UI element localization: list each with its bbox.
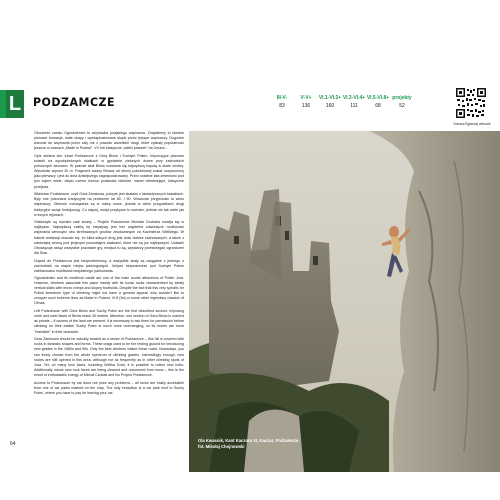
grade-header: projekty <box>392 95 412 101</box>
polish-paragraph: Dojazd do Podzamcza jest bezproblemowy, a wszystkie skały są osiągalne z jednego z zachodnich na mapie miejsc parkingowych. Jedyne bezpośrednio pod Suchym Połem zablokowano możliwość bezpłatnego parkowania. <box>34 258 184 273</box>
polish-paragraph: Opis otwiera tzw. Łewe Podzamcze z Górą Birów i Suchym Połem. Imponujące pionowe ścianki na wyodrębnionych skałkach w gęstwinie zielonych drzew przy zachodnich północnych stronach. W paśmie skał Birów rozsłania się najwyższą kopułą w skale okolicy. Wysokość wynosi 30 m. Fragment ściany Birowa od strony południowej został oczyszczony jako pierwszy i jest do dnia dzisiejszego zagospodarowany. Przez ostatnie lata zmieniono pod tym kątem wiele, dzięki czemu można podziwiać niektóre, nawet nieistniejące, klasyczne przejścia. <box>34 153 184 189</box>
grade-value: 68 <box>375 103 381 109</box>
grade-header: VI.1-VI.2+ <box>318 95 342 101</box>
photo-caption-line1: Ola Kwasnik, Kant Kaczora VI, Kaczor, Podzamcze. <box>198 438 300 443</box>
grade-value: 52 <box>399 103 405 109</box>
english-paragraph: Access to Podzamcze by car does not pose any problems – all rocks are easily accessible from one of car parks marked on the map. The only exception is a car park next to Suchy Połeć, where you have to pay for leaving your car. <box>34 380 184 395</box>
grade-value: 160 <box>325 103 335 109</box>
english-paragraph: Góra Zamkowa should be actually treated as a sector of Podzamcze – this hill is covered with rocks in fantastic shapes and forms. These crags used to be the testing ground for introducing new grades in the 1980s and 90s. Only the best climbers visited these rocks. Nowadays, you can freely choose from the whole spectrum of climbing grades. Interestingly enough, new routes are still opened in this area, although not as frequently as in other climbing spots of Jura. Yet, on many rock faces, including Wielka Grań, it is possible to notice new bolts. Additionally, whole new rock faces are being cleaned and uncovered from moss – this is the result of enthusiastic energy of Michał Czubak and his Project Podzamcze. <box>34 337 184 377</box>
grade-value: 83 <box>279 103 285 109</box>
qr-caption: Zobacz/Zgłaszaj wirtuale <box>453 122 491 126</box>
polish-paragraph: Właściwe Podzamcze, czyli Góra Zamkowa, pokryte jest skałami o fantastycznych kształtach. Były one pokonane tradycyjnie na przełomie lat 80. i 90. Wówczas przyjechało tu wielu wspinaczy. Obecnie rozwiązania są w miarę nowe, jednak w wielu przypadkach drogi tradycyjne wciąż funkcjonują. Co więcej, wciąż przybywa tu nowości, jednak nie tak wiele jak w innych rejonach. <box>34 192 184 217</box>
grade-header: VI.3-VI.4+ <box>342 95 366 101</box>
photo-caption-line2: fot. Mikołaj Chojnowski <box>198 444 245 449</box>
qr-code-image <box>456 88 486 118</box>
english-paragraph: Left Podzamcze with Góra Birów and Suchy Połeć are the first described sectors. Imposing north and west faces of Birów reach 30 meters. Attention: one section of Góra Birów is marked as private – if owners of the land are present, it is necessary to ask them for permission before climbing on their estate! Suchy Połeć is much more overhanging, so its routes are more "resistible" in their character. <box>34 309 185 334</box>
photo-caption <box>198 438 299 450</box>
polish-paragraph: Otoczenie zamku Ogrodzieniec to wizytówka jurajskiego wspinania. Znajdziemy tu idealne pionowe formacje, małe okapy i wyeksploatowane słupki przez tysiące wspinaczy. Dogodne warunki do wspinania przez cały rok z powodu wszelkich drogi, które zyskały popularność jeszcze w czasach „Made in Poland". V.0 lub klasyczne „wielki ptaszek" na Omach... <box>34 131 184 151</box>
page-number: 64 <box>10 441 16 447</box>
climbing-photo <box>189 131 500 472</box>
grade-header: V-V+ <box>300 95 312 101</box>
grade-value: 111 <box>350 103 358 109</box>
grade-header: VI.5-VI.8+ <box>366 95 390 101</box>
grade-value: 136 <box>301 103 311 109</box>
english-text-column <box>34 276 184 398</box>
english-paragraph: Ogrodzieniec and its medieval castle are one of the main tourist attractions of Polish Jura. However, climbers associate this place mainly with its iconic rocks characterised by idealy vertical slabs with micro crimps and slopey footholds. Despite the fact that this very specific for Polish limestone type of climbing might not have a general appeal, who wouldn't like to conquer such extreme lines as Made in Poland, VI.8 (9a) or some other legendary classics of Olmas. <box>34 276 185 306</box>
page-title: PODZAMCZE <box>33 95 116 110</box>
polish-paragraph: Odsłonięte są również całe ściany – Projekt Podzamcze Michała Czubaka rozwija się w najlepsze. Największą zaletą tej inicjatywy jest bez wątpienia odsłonięcie możliwości wspinania wewnątrz obu strefowanych grodów zbudowanych za Kazimierza Wielkiego. W trakcie realizacji okazało się, że kilka starych dróg jest dość dobrze zachowanych, a także z odsłoniętą stroną pod jedynymi pozostałymi skałkami, które nie są już najlepszymi. Ustawić Obowiązuje wciąż wszystkie pozostałe gry, miejsca tu są, wystarczy przestrzegać ograniczeń dla Skał. <box>34 220 184 255</box>
qr-code[interactable] <box>456 88 486 118</box>
polish-text-column <box>34 131 184 276</box>
grade-header: III-V- <box>276 95 288 101</box>
chapter-letter: L <box>6 90 24 118</box>
